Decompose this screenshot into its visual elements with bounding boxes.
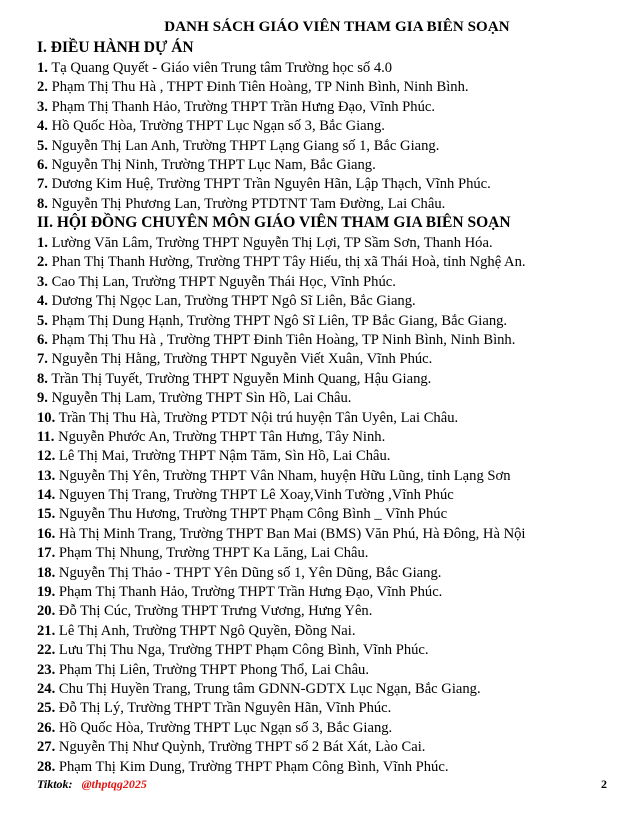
item-number: 6. xyxy=(37,331,48,348)
item-text: Phạm Thị Thu Hà , THPT Đinh Tiên Hoàng, TP Ninh Bình, Ninh Bình. xyxy=(47,79,469,96)
item-number: 11. xyxy=(37,428,55,445)
item-number: 1. xyxy=(37,235,48,251)
item-number: 27. xyxy=(37,739,56,756)
list-item xyxy=(37,758,627,777)
list-item xyxy=(37,331,627,350)
list-item xyxy=(37,273,627,292)
management-list xyxy=(37,59,627,214)
item-number: 3. xyxy=(37,98,48,115)
list-item xyxy=(37,622,627,641)
item-text: Cao Thị Lan, Trường THPT Nguyễn Thái Học, Vĩnh Phúc. xyxy=(47,273,396,290)
item-text: Chu Thị Huyền Trang, Trung tâm GDNN-GDTX Lục Ngạn, Bắc Giang. xyxy=(55,680,481,697)
list-item xyxy=(37,370,627,389)
item-number: 2. xyxy=(37,79,48,96)
item-text: Phạm Thị Thanh Hảo, Trường THPT Trần Hưng Đạo, Vĩnh Phúc. xyxy=(55,584,443,601)
item-text: Tạ Quang Quyết - Giáo viên Trung tâm Trường học số 4.0 xyxy=(47,60,393,76)
item-number: 26. xyxy=(37,719,56,736)
item-number: 22. xyxy=(37,642,56,659)
item-text: Nguyễn Thị Hằng, Trường THPT Nguyễn Viết Xuân, Vĩnh Phúc. xyxy=(47,351,433,368)
list-item xyxy=(37,389,627,408)
item-number: 14. xyxy=(37,487,56,504)
item-number: 23. xyxy=(37,661,56,678)
list-item xyxy=(37,661,627,680)
list-item xyxy=(37,602,627,621)
item-text: Nguyễn Thị Lan Anh, Trường THPT Lạng Giang số 1, Bắc Giang. xyxy=(47,137,440,154)
section-heading-council: II. HỘI ĐỒNG CHUYÊN MÔN GIÁO VIÊN THAM GIA BIÊN SOẠN xyxy=(37,214,511,231)
item-text: Nguyen Thị Trang, Trường THPT Lê Xoay,Vinh Tường ,Vĩnh Phúc xyxy=(55,487,454,504)
item-text: Phạm Thị Dung Hạnh, Trường THPT Ngô Sĩ Liên, TP Bắc Giang, Bắc Giang. xyxy=(47,312,508,329)
item-number: 21. xyxy=(37,622,56,639)
item-text: Nguyễn Thị Phương Lan, Trường PTDTNT Tam Đường, Lai Châu. xyxy=(47,195,446,212)
item-text: Nguyễn Thị Lam, Trường THPT Sìn Hồ, Lai Châu. xyxy=(47,390,352,407)
list-item xyxy=(37,738,627,757)
item-text: Đỗ Thị Cúc, Trường THPT Trưng Vương, Hưng Yên. xyxy=(55,603,373,620)
item-number: 20. xyxy=(37,603,56,620)
item-text: Nguyễn Phước An, Trường THPT Tân Hưng, Tây Ninh. xyxy=(54,428,386,445)
item-text: Lê Thị Mai, Trường THPT Nậm Tăm, Sìn Hồ, Lai Châu. xyxy=(55,448,391,465)
item-text: Hồ Quốc Hòa, Trường THPT Lục Ngạn số 3, Bắc Giang. xyxy=(55,719,393,736)
list-item xyxy=(37,312,627,331)
item-number: 4. xyxy=(37,118,48,135)
list-item xyxy=(37,583,627,602)
list-item xyxy=(37,350,627,369)
item-text: Lường Văn Lâm, Trường THPT Nguyễn Thị Lợi, TP Sầm Sơn, Thanh Hóa. xyxy=(47,235,493,251)
council-list xyxy=(37,234,627,777)
item-number: 17. xyxy=(37,545,56,562)
list-item xyxy=(37,137,627,156)
item-number: 10. xyxy=(37,409,56,426)
item-number: 7. xyxy=(37,351,48,368)
page-footer xyxy=(37,777,607,795)
page-number: 2 xyxy=(601,777,607,791)
item-text: Dương Thị Ngọc Lan, Trường THPT Ngô Sĩ Liên, Bắc Giang. xyxy=(47,293,416,310)
item-number: 7. xyxy=(37,176,48,193)
item-number: 25. xyxy=(37,700,56,717)
item-text: Nguyễn Thị Yên, Trường THPT Vân Nham, huyện Hữu Lũng, tỉnh Lạng Sơn xyxy=(55,467,511,484)
list-item xyxy=(37,719,627,738)
list-item xyxy=(37,447,627,466)
list-item xyxy=(37,234,627,253)
list-item xyxy=(37,564,627,583)
list-item xyxy=(37,699,627,718)
list-item xyxy=(37,525,627,544)
list-item xyxy=(37,486,627,505)
document-title: DANH SÁCH GIÁO VIÊN THAM GIA BIÊN SOẠN xyxy=(164,19,510,35)
list-item xyxy=(37,467,627,486)
item-number: 13. xyxy=(37,467,56,484)
item-number: 8. xyxy=(37,195,48,212)
item-text: Nguyễn Thị Ninh, Trường THPT Lục Nam, Bắc Giang. xyxy=(47,156,376,173)
item-number: 28. xyxy=(37,758,56,775)
item-text: Nguyễn Thị Như Quỳnh, Trường THPT số 2 Bát Xát, Lào Cai. xyxy=(55,739,426,756)
list-item xyxy=(37,253,627,272)
item-number: 5. xyxy=(37,137,48,154)
item-number: 24. xyxy=(37,680,56,697)
item-text: Phan Thị Thanh Hường, Trường THPT Tây Hiếu, thị xã Thái Hoà, tỉnh Nghệ An. xyxy=(47,254,526,271)
item-number: 16. xyxy=(37,525,56,542)
item-number: 4. xyxy=(37,293,48,310)
item-number: 19. xyxy=(37,584,56,601)
item-number: 5. xyxy=(37,312,48,329)
list-item xyxy=(37,641,627,660)
list-item xyxy=(37,59,627,78)
item-number: 3. xyxy=(37,273,48,290)
list-item xyxy=(37,409,627,428)
list-item xyxy=(37,428,627,447)
item-text: Phạm Thị Thu Hà , Trường THPT Đinh Tiên Hoàng, TP Ninh Bình, Ninh Bình. xyxy=(47,331,516,348)
footer-label: Tiktok: xyxy=(37,777,73,791)
item-number: 6. xyxy=(37,156,48,173)
item-number: 2. xyxy=(37,254,48,271)
item-text: Trần Thị Thu Hà, Trường PTDT Nội trú huyện Tân Uyên, Lai Châu. xyxy=(55,409,459,426)
item-text: Lê Thị Anh, Trường THPT Ngô Quyền, Đồng Nai. xyxy=(55,622,356,639)
item-text: Phạm Thị Kim Dung, Trường THPT Phạm Công Bình, Vĩnh Phúc. xyxy=(55,758,449,775)
list-item xyxy=(37,195,627,214)
list-item xyxy=(37,156,627,175)
list-item xyxy=(37,292,627,311)
item-number: 9. xyxy=(37,390,48,407)
item-text: Phạm Thị Nhung, Trường THPT Ka Lăng, Lai Châu. xyxy=(55,545,369,562)
list-item xyxy=(37,544,627,563)
item-text: Phạm Thị Liên, Trường THPT Phong Thổ, Lai Châu. xyxy=(55,661,369,678)
list-item xyxy=(37,117,627,136)
list-item xyxy=(37,505,627,524)
item-text: Nguyễn Thu Hương, Trường THPT Phạm Công Bình _ Vĩnh Phúc xyxy=(55,506,448,523)
item-text: Phạm Thị Thanh Hảo, Trường THPT Trần Hưng Đạo, Vĩnh Phúc. xyxy=(47,98,436,115)
item-text: Trần Thị Tuyết, Trường THPT Nguyễn Minh Quang, Hậu Giang. xyxy=(47,370,432,387)
item-text: Hà Thị Minh Trang, Trường THPT Ban Mai (BMS) Văn Phú, Hà Đông, Hà Nội xyxy=(55,525,526,542)
item-text: Dương Kim Huệ, Trường THPT Trần Nguyên Hãn, Lập Thạch, Vĩnh Phúc. xyxy=(47,176,491,193)
item-text: Nguyễn Thị Thảo - THPT Yên Dũng số 1, Yên Dũng, Bắc Giang. xyxy=(55,564,442,581)
item-text: Lưu Thị Thu Nga, Trường THPT Phạm Công Bình, Vĩnh Phúc. xyxy=(55,642,429,659)
item-number: 1. xyxy=(37,60,48,76)
list-item xyxy=(37,98,627,117)
item-number: 12. xyxy=(37,448,56,465)
list-item xyxy=(37,175,627,194)
item-number: 18. xyxy=(37,564,56,581)
item-number: 15. xyxy=(37,506,56,523)
section-heading-management: I. ĐIỀU HÀNH DỰ ÁN xyxy=(37,39,194,56)
tiktok-handle-link[interactable]: @thptqg2025 xyxy=(81,777,147,791)
list-item xyxy=(37,680,627,699)
item-text: Đỗ Thị Lý, Trường THPT Trần Nguyên Hãn, Vĩnh Phúc. xyxy=(55,700,392,717)
item-text: Hồ Quốc Hòa, Trường THPT Lục Ngạn số 3, Bắc Giang. xyxy=(47,118,385,135)
item-number: 8. xyxy=(37,370,48,387)
list-item xyxy=(37,78,627,97)
